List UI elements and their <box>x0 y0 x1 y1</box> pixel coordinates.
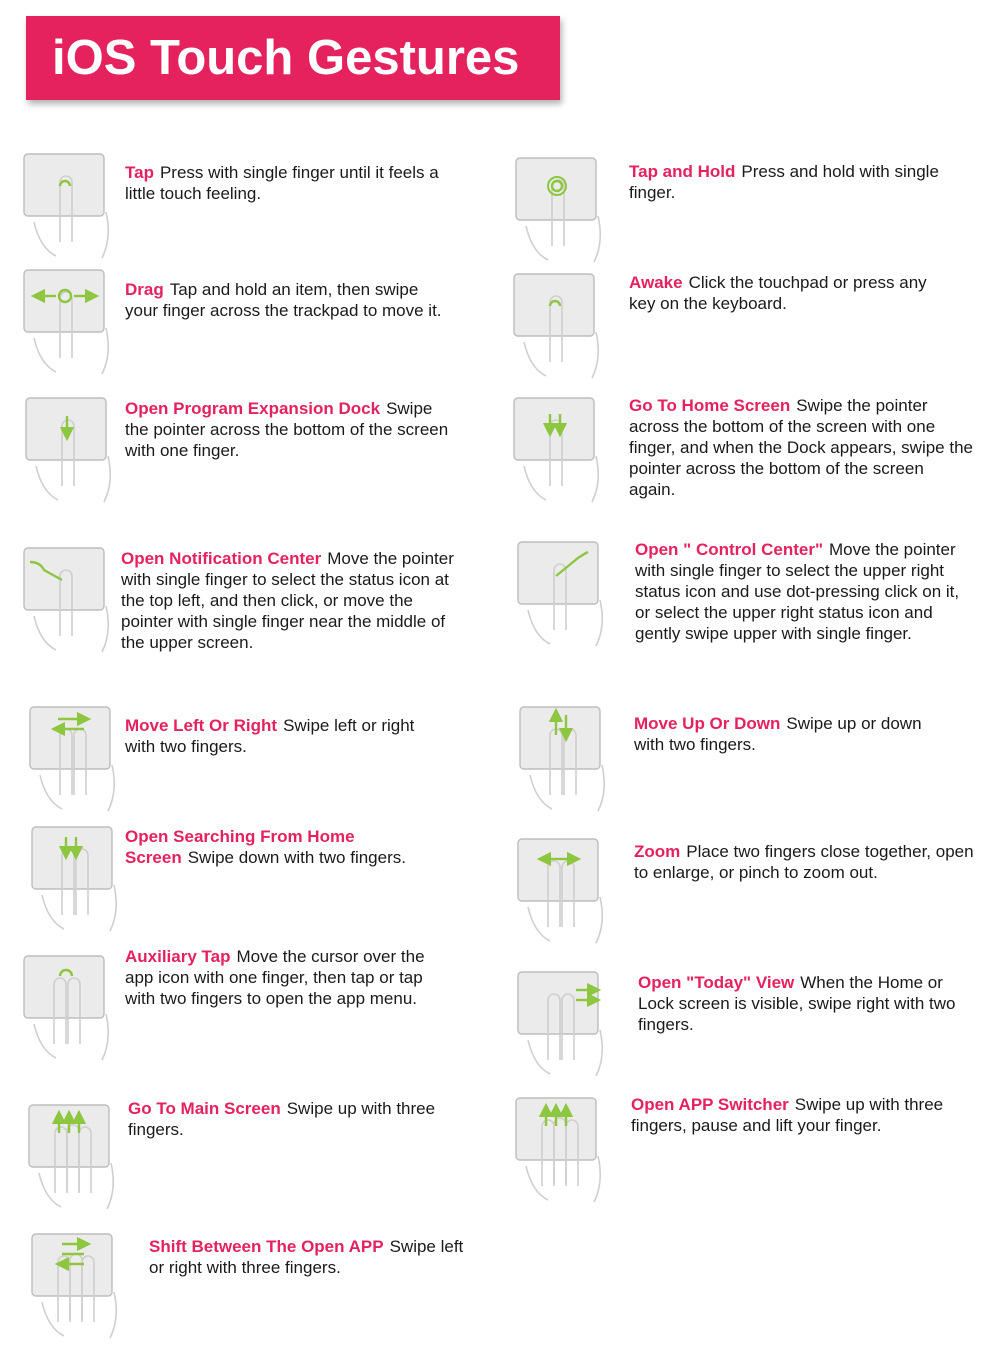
gesture-name: Open Notification Center <box>121 549 322 568</box>
gesture-description: Move the cursor over the app icon with one finger, then tap or tap with two fingers to open the app menu. <box>125 947 425 1008</box>
pinch-zoom-icon <box>516 837 612 947</box>
gesture-name: Shift Between The Open APP <box>149 1237 384 1256</box>
two-finger-horizontal-icon <box>28 705 124 815</box>
gesture-name: Awake <box>629 273 683 292</box>
gesture-name: Tap and Hold <box>629 162 736 181</box>
gesture-name: Auxiliary Tap <box>125 947 231 966</box>
gesture-name: Go To Main Screen <box>128 1099 281 1118</box>
gesture-text <box>629 272 949 314</box>
gesture-description: Move the pointer with single finger to select the status icon at the top left, and then click, or move the pointer with single finger near the middle of the upper screen. <box>121 549 454 652</box>
gesture-name: Open "Today" View <box>638 973 795 992</box>
gesture-text <box>631 1094 976 1136</box>
gesture-name: Move Up Or Down <box>634 714 781 733</box>
gesture-description: Tap and hold an item, then swipe your finger across the trackpad to move it. <box>125 280 442 320</box>
single-finger-hold-icon <box>514 156 610 266</box>
gesture-description: Click the touchpad or press any key on the keyboard. <box>629 273 927 313</box>
gesture-name: Zoom <box>634 842 681 861</box>
two-finger-tap-icon <box>22 954 118 1064</box>
gesture-description: Press and hold with single finger. <box>629 162 939 202</box>
three-finger-swipe-up-pause-icon <box>514 1096 610 1206</box>
gesture-name: Tap <box>125 163 154 182</box>
gesture-name: Move Left Or Right <box>125 716 278 735</box>
gesture-text <box>629 161 959 203</box>
gesture-description: Swipe the pointer across the bottom of the screen with one finger, and when the Dock appears, swipe the pointer across the bottom of the screen again. <box>629 396 973 499</box>
gesture-text <box>121 548 456 653</box>
three-finger-swipe-up-icon <box>27 1103 123 1213</box>
gesture-description: Swipe up with three fingers, pause and lift your finger. <box>631 1095 944 1135</box>
gesture-text <box>125 946 455 1009</box>
gesture-description: Swipe up or down with two fingers. <box>634 714 922 754</box>
gesture-description: Move the pointer with single finger to select the upper right status icon and use dot-pressing click on it, or select the upper right status icon and gently swipe upper with single finger. <box>635 540 960 643</box>
single-finger-click-icon <box>512 272 608 382</box>
gesture-text <box>125 162 445 204</box>
gesture-text <box>635 539 975 644</box>
single-finger-tap-icon <box>22 152 118 262</box>
gesture-text <box>634 841 979 883</box>
gesture-text <box>638 972 968 1035</box>
page-title: iOS Touch Gestures <box>26 16 560 100</box>
gesture-description: Swipe up with three fingers. <box>128 1099 436 1139</box>
gesture-name: Open APP Switcher <box>631 1095 789 1114</box>
three-finger-horizontal-icon <box>30 1232 126 1342</box>
gesture-name: Open " Control Center" <box>635 540 824 559</box>
gesture-name: Open Searching From Home Screen <box>125 827 355 867</box>
gesture-text <box>634 713 954 755</box>
drag-icon <box>22 268 118 378</box>
swipe-from-top-left-icon <box>22 546 118 656</box>
gesture-text <box>125 715 435 757</box>
gesture-name: Go To Home Screen <box>629 396 791 415</box>
gesture-text <box>128 1098 448 1140</box>
gesture-description: Swipe the pointer across the bottom of the screen with one finger. <box>125 399 449 460</box>
gesture-text <box>125 826 465 868</box>
gesture-description: Swipe left or right with three fingers. <box>149 1237 464 1277</box>
gesture-description: Place two fingers close together, open to enlarge, or pinch to zoom out. <box>634 842 974 882</box>
double-swipe-down-icon <box>512 396 608 506</box>
gesture-text <box>629 395 974 500</box>
gesture-text <box>125 279 455 321</box>
gesture-description: Press with single finger until it feels a little touch feeling. <box>125 163 439 203</box>
two-finger-vertical-icon <box>518 705 614 815</box>
gesture-name: Drag <box>125 280 164 299</box>
swipe-to-top-right-icon <box>516 540 612 650</box>
swipe-down-one-finger-icon <box>24 396 120 506</box>
gesture-description: Swipe left or right with two fingers. <box>125 716 415 756</box>
two-finger-swipe-right-icon <box>516 970 612 1080</box>
gesture-description: Swipe down with two fingers. <box>187 848 406 867</box>
gesture-name: Open Program Expansion Dock <box>125 399 381 418</box>
two-finger-swipe-down-icon <box>30 825 126 935</box>
gesture-text <box>149 1236 479 1278</box>
gesture-text <box>125 398 455 461</box>
gesture-description: When the Home or Lock screen is visible, swipe right with two fingers. <box>638 973 956 1034</box>
